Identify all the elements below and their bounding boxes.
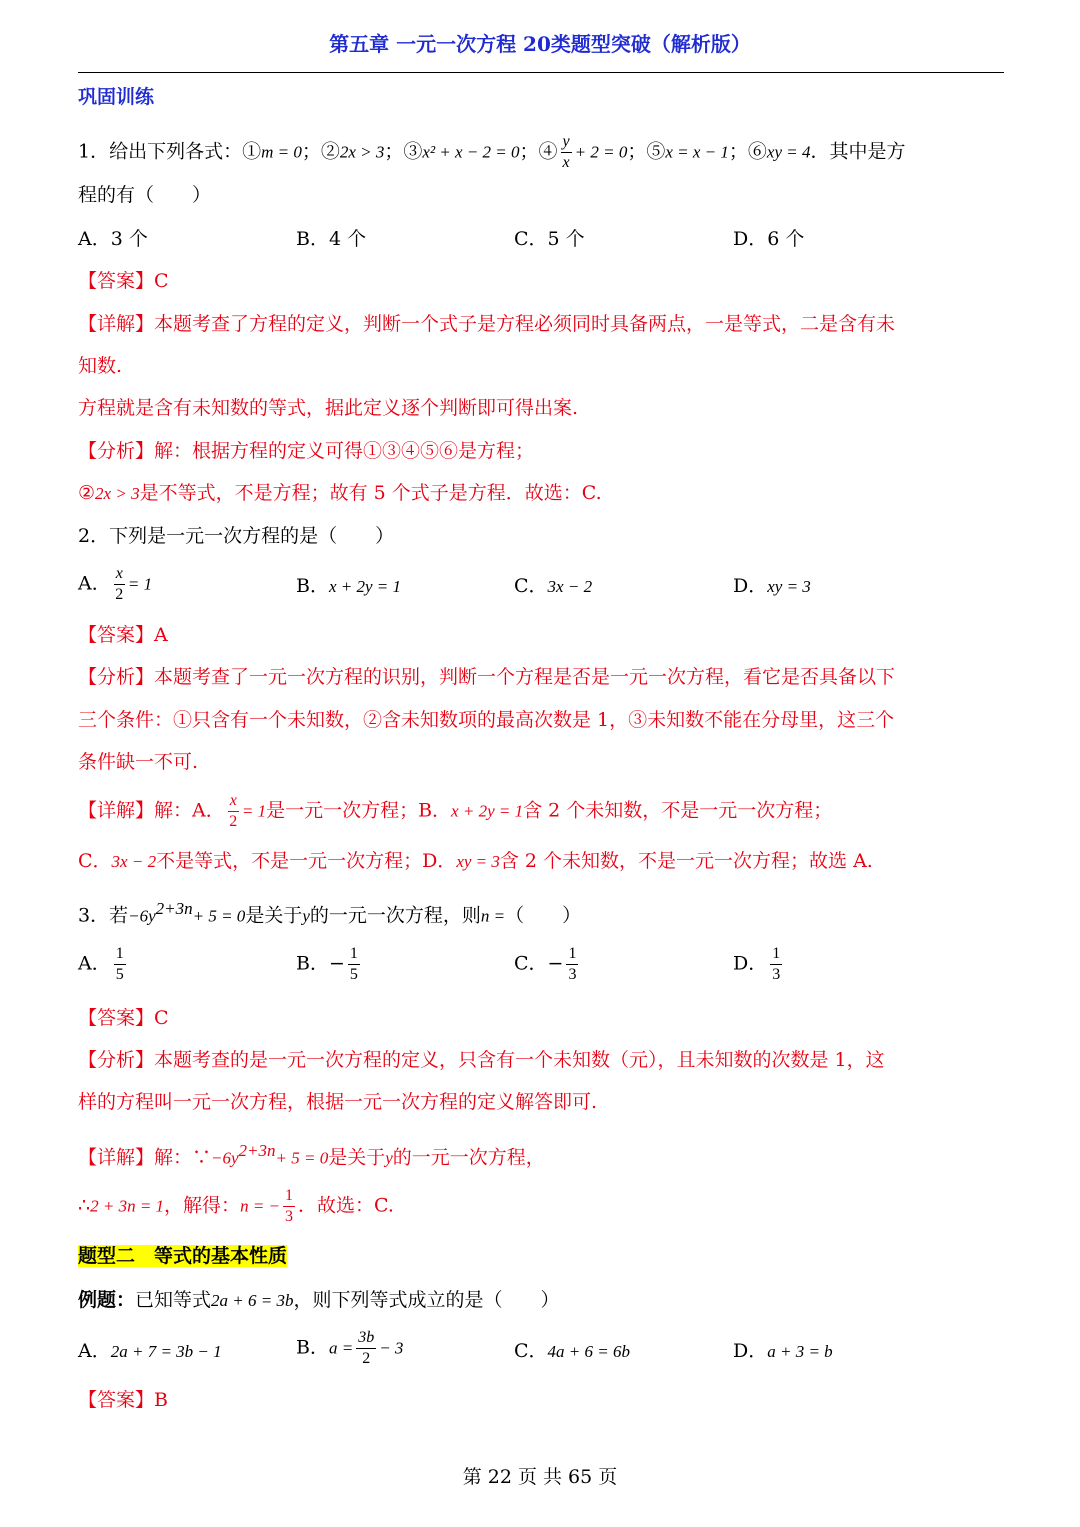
- math-var: y: [385, 1148, 393, 1168]
- section-title: 巩固训练: [78, 86, 155, 108]
- detail-text: 是一元一次方程；B．: [266, 799, 452, 822]
- option-label: C．: [514, 575, 548, 597]
- fraction-numerator: 1: [566, 946, 578, 965]
- q2-detail-line2: [78, 850, 873, 873]
- fraction-numerator: 1: [114, 946, 126, 965]
- q1-sep: ；⑥: [728, 140, 767, 163]
- math-expr: a + 3 = b: [767, 1342, 833, 1361]
- fraction-denominator: 3: [568, 966, 577, 983]
- fraction: [228, 793, 239, 830]
- q3-stem: [78, 899, 581, 927]
- math-expr: 4a + 6 = 6b: [547, 1342, 630, 1361]
- math-expr: −6y: [128, 906, 156, 926]
- fraction-numerator: 1: [770, 946, 782, 965]
- type2-option-a: [78, 1340, 222, 1363]
- circled-number: ②: [78, 482, 96, 504]
- math-exponent: 2+3n: [155, 899, 193, 918]
- q2-answer: 【答案】A: [78, 624, 168, 646]
- page-header-title: 第五章 一元一次方程 20类题型突破（解析版）: [329, 32, 751, 56]
- example-label: 例题：: [78, 1289, 136, 1311]
- q1-expr-5: x = x − 1: [665, 142, 729, 162]
- option-label: A．: [78, 952, 111, 975]
- fraction-numerator: 1: [348, 946, 360, 965]
- math-expr: 3x − 2: [547, 577, 593, 596]
- header-divider: [78, 72, 1004, 73]
- math-expr: −6y: [211, 1148, 239, 1168]
- q2-detail-line1: [78, 793, 832, 830]
- q1-expr-6: xy = 4: [766, 142, 811, 162]
- q3-detail-line2: [78, 1188, 394, 1225]
- math-expr: 2x > 3: [95, 484, 140, 503]
- fraction-numerator: y: [561, 134, 572, 153]
- sign: −: [547, 952, 564, 975]
- q3-option-b: [296, 946, 363, 983]
- q2-option-a: [78, 566, 152, 603]
- detail-text: 是关于: [328, 1146, 386, 1169]
- q1-sep: ；④: [519, 140, 558, 163]
- option-label: B．: [296, 952, 329, 975]
- q2-analysis-line2: 三个条件：①只含有一个未知数，②含未知数项的最高次数是 1，③未知数不能在分母里，这三个: [78, 709, 895, 731]
- fraction-denominator: 2: [229, 813, 238, 830]
- q1-option-b: B．4 个: [296, 228, 367, 250]
- page-footer: 第 22 页 共 65 页: [462, 1466, 618, 1488]
- math-expr: x + 2y = 1: [451, 801, 524, 821]
- detail-text: 不是等式，不是一元一次方程；D．: [156, 850, 457, 872]
- q1-answer: 【答案】C: [78, 270, 169, 292]
- option-label: D．: [733, 575, 768, 597]
- fraction: [566, 946, 578, 983]
- type2-answer: 【答案】B: [78, 1389, 168, 1411]
- q3-option-c: [514, 946, 581, 983]
- fraction-denominator: 5: [349, 966, 358, 983]
- option-label: A．: [78, 572, 111, 595]
- q2-stem: 2．下列是一元一次方程的是（ ）: [78, 525, 395, 547]
- q1-option-c: C．5 个: [514, 228, 585, 250]
- q1-option-a: A．3 个: [78, 228, 148, 250]
- option-label: C．: [514, 952, 548, 975]
- q2-analysis-line3: 条件缺一不可.: [78, 751, 199, 773]
- analysis-text: 是不等式，不是方程；故有 5 个式子是方程．故选：C.: [139, 482, 602, 504]
- detail-text: 含 2 个未知数，不是一元一次方程；: [523, 799, 833, 822]
- q3-detail-line1: [78, 1141, 545, 1169]
- math-exponent: 2+3n: [238, 1141, 276, 1160]
- math-expr: n = −: [240, 1196, 281, 1216]
- type2-option-d: [733, 1340, 833, 1363]
- type2-option-b: [296, 1330, 403, 1367]
- type2-example: [78, 1289, 560, 1312]
- fraction: [283, 1188, 295, 1225]
- q1-sep: ；⑤: [627, 140, 666, 163]
- q1-text: 1．给出下列各式：①: [78, 140, 262, 163]
- option-label: A．: [78, 1340, 111, 1362]
- fraction-numerator: 1: [283, 1188, 295, 1207]
- q2-option-c: [514, 575, 592, 598]
- example-text: 已知等式: [135, 1289, 212, 1311]
- fraction-denominator: 2: [362, 1350, 371, 1367]
- q1-expr-1: m = 0: [261, 142, 302, 162]
- q1-detail-line3: 方程就是含有未知数的等式，据此定义逐个判断即可得出案.: [78, 397, 579, 419]
- math-expr: 2a + 6 = 3b: [211, 1291, 294, 1310]
- sign: −: [328, 952, 345, 975]
- q3-text: 3．若: [78, 904, 129, 927]
- q1-detail-line2: 知数.: [78, 355, 123, 377]
- q1-stem-line1: [78, 134, 906, 171]
- q2-option-b: [296, 575, 401, 598]
- fraction-denominator: 5: [115, 966, 124, 983]
- option-label: D．: [733, 952, 768, 975]
- q3-analysis-line2: 样的方程叫一元一次方程，根据一元一次方程的定义解答即可.: [78, 1091, 598, 1113]
- fraction-denominator: 2: [115, 586, 124, 603]
- option-label: B．: [296, 575, 329, 597]
- q1-expr-4-rest: + 2 = 0: [574, 142, 628, 162]
- fraction: [348, 946, 360, 983]
- option-label: C．: [514, 1340, 548, 1362]
- detail-text: 【详解】解：A．: [78, 799, 225, 822]
- math-expr: + 5 = 0: [275, 1148, 329, 1168]
- math-expr: x + 2y = 1: [328, 577, 402, 596]
- option-label: D．: [733, 1340, 768, 1362]
- q1-option-d: D．6 个: [733, 228, 805, 250]
- detail-text: 【详解】解：∵: [78, 1146, 212, 1169]
- example-text: ，则下列等式成立的是（ ）: [293, 1289, 560, 1311]
- fraction-denominator: x: [562, 154, 570, 171]
- type2-option-c: [514, 1340, 630, 1363]
- q2-option-d: [733, 575, 811, 598]
- math-expr: n =: [480, 906, 506, 926]
- math-expr: a =: [328, 1338, 354, 1358]
- fraction-numerator: x: [114, 566, 125, 585]
- q1-stem-line2: 程的有（ ）: [78, 184, 212, 206]
- fraction-denominator: 3: [772, 966, 781, 983]
- math-expr: = 1: [241, 801, 267, 821]
- q3-text: 是关于: [245, 904, 303, 927]
- q3-text: （ ）: [505, 904, 582, 927]
- q1-expr-4-fraction: [561, 134, 572, 171]
- fraction-denominator: 3: [285, 1208, 294, 1225]
- math-expr: − 3: [379, 1338, 404, 1358]
- fraction: [770, 946, 782, 983]
- math-expr: 2a + 7 = 3b − 1: [110, 1342, 222, 1361]
- q1-text-tail: ．其中是方: [810, 140, 906, 163]
- fraction-numerator: 3b: [356, 1330, 376, 1349]
- q3-option-d: [733, 946, 785, 983]
- q1-detail-line1: 【详解】本题考查了方程的定义，判断一个式子是方程必须同时具备两点，一是等式，二是含有未: [78, 313, 896, 335]
- q2-analysis-line1: 【分析】本题考查了一元一次方程的识别，判断一个方程是否是一元一次方程，看它是否具备以下: [78, 666, 896, 688]
- math-expr: 2 + 3n = 1: [90, 1196, 165, 1216]
- type2-heading: [78, 1245, 287, 1268]
- type2-title: 题型二 等式的基本性质: [78, 1245, 288, 1267]
- math-expr: = 1: [127, 574, 153, 594]
- q3-answer: 【答案】C: [78, 1007, 169, 1029]
- math-expr: xy = 3: [456, 852, 500, 871]
- math-expr: 3x − 2: [111, 852, 157, 871]
- therefore-symbol: ∴: [78, 1194, 91, 1217]
- math-var: y: [302, 906, 310, 926]
- math-expr: xy = 3: [767, 577, 811, 596]
- fraction: [356, 1330, 376, 1367]
- detail-text: 的一元一次方程，: [392, 1146, 545, 1169]
- q1-analysis-line2: [78, 482, 602, 505]
- q1-expr-3: x² + x − 2 = 0: [422, 142, 520, 162]
- q3-option-a: [78, 946, 129, 983]
- detail-text: C．: [78, 850, 112, 872]
- q1-analysis-line1: 【分析】解：根据方程的定义可得①③④⑤⑥是方程；: [78, 440, 535, 462]
- option-label: B．: [296, 1336, 329, 1359]
- fraction-numerator: x: [228, 793, 239, 812]
- q3-text: 的一元一次方程，则: [309, 904, 481, 927]
- q1-expr-2: 2x > 3: [339, 142, 385, 162]
- q1-sep: ；②: [301, 140, 340, 163]
- fraction: [114, 566, 125, 603]
- fraction: [114, 946, 126, 983]
- detail-text: 含 2 个未知数，不是一元一次方程；故选 A.: [499, 850, 873, 872]
- q1-sep: ；③: [384, 140, 423, 163]
- q3-analysis-line1: 【分析】本题考查的是一元一次方程的定义，只含有一个未知数（元），且未知数的次数是 1，这: [78, 1049, 885, 1071]
- detail-text: ，解得：: [164, 1194, 241, 1217]
- detail-text: ．故选：C.: [298, 1194, 394, 1217]
- math-expr: + 5 = 0: [192, 906, 246, 926]
